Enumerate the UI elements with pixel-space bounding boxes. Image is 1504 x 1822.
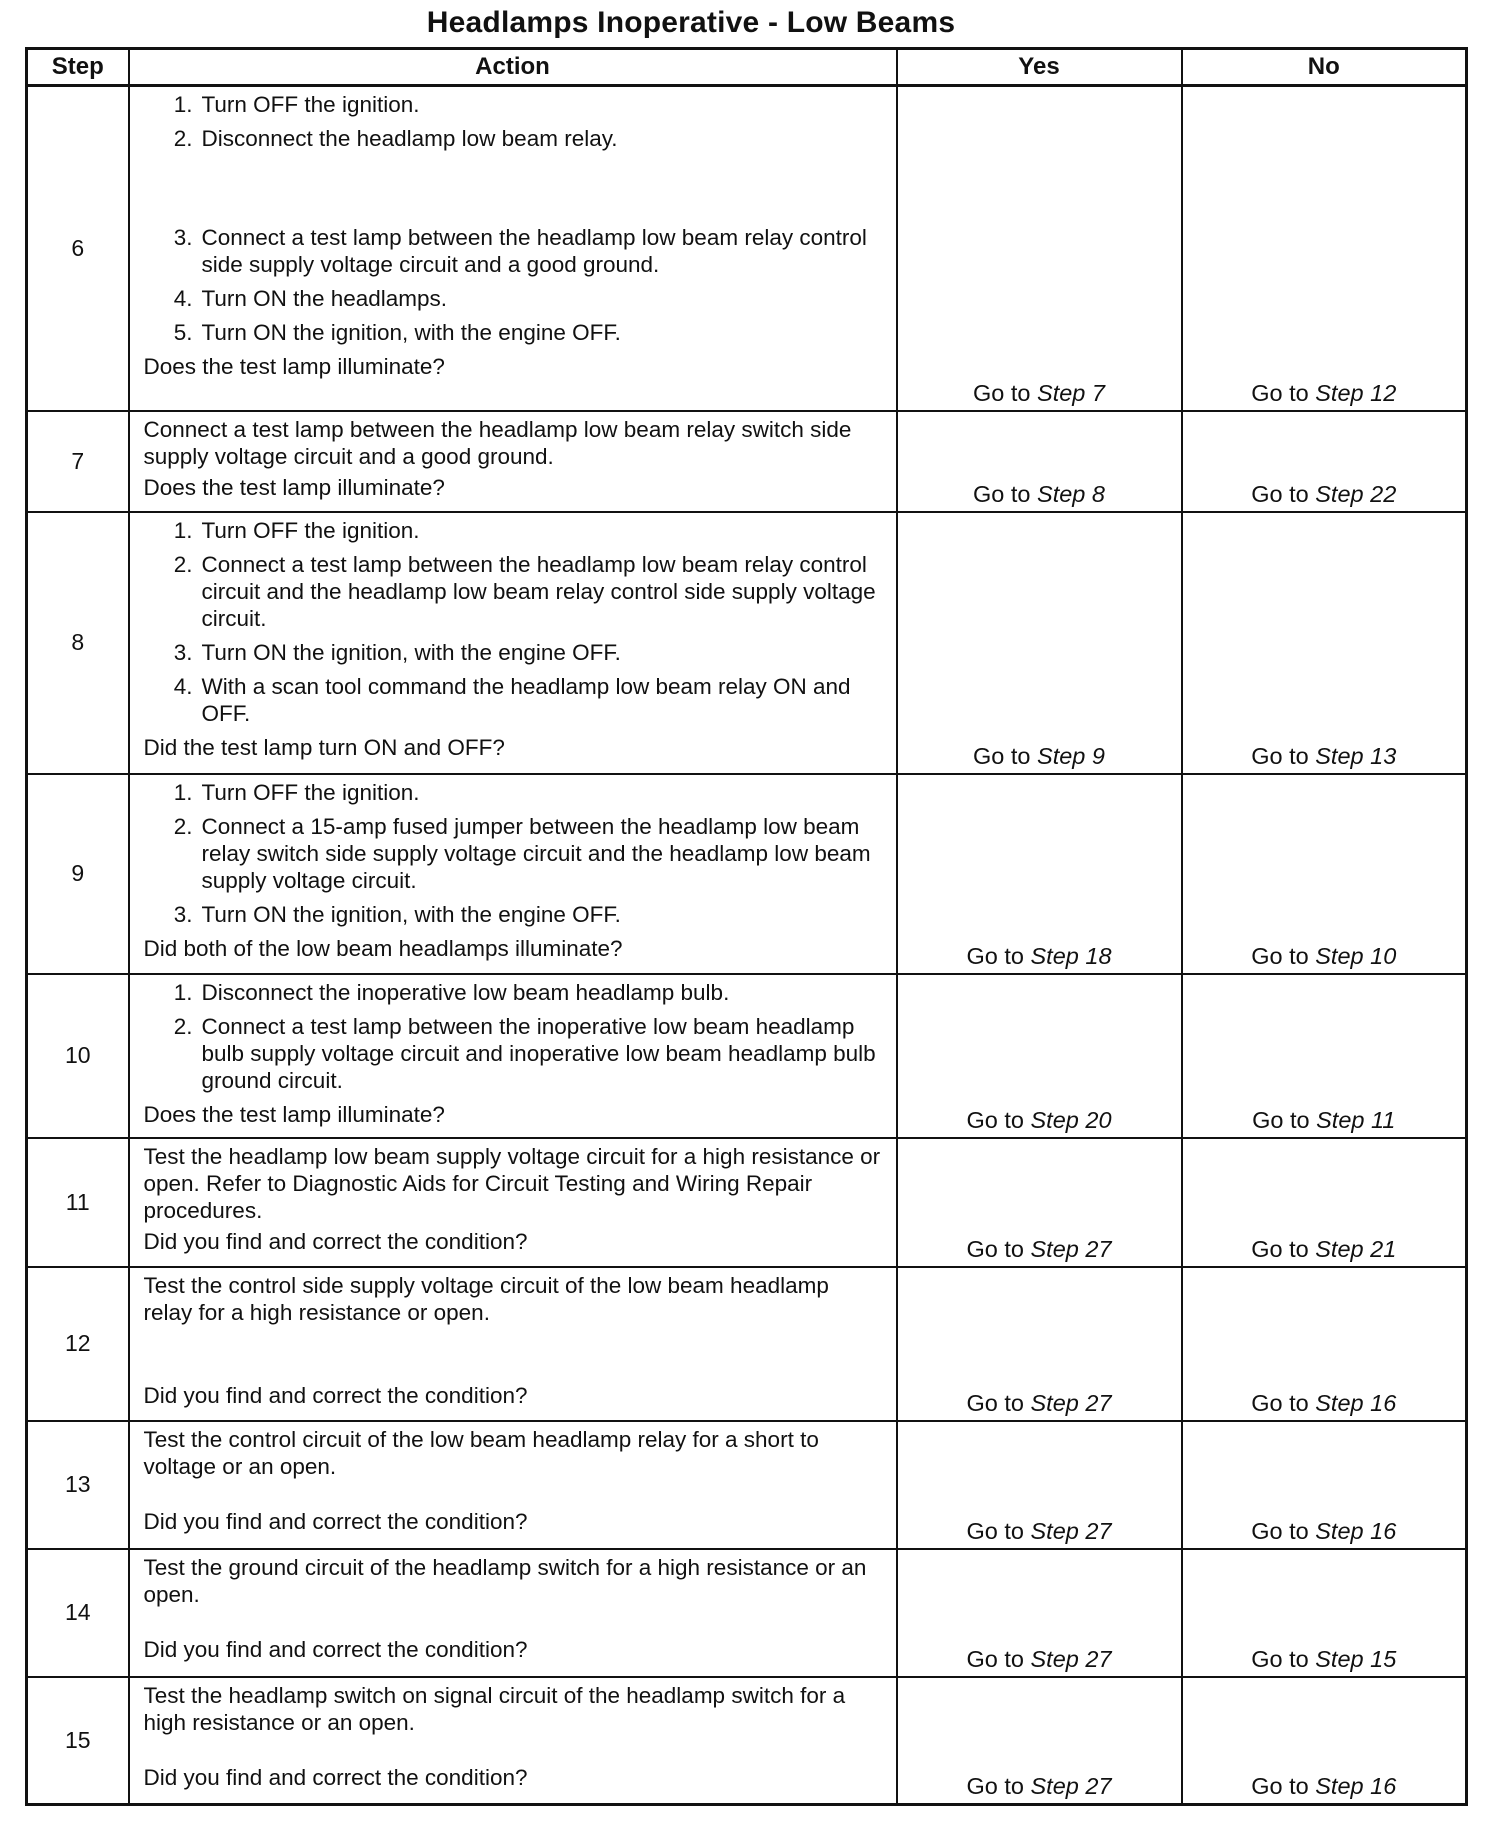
list-item: 4. Turn ON the headlamps. [173, 286, 448, 311]
yes-result: Go to Step 27 [897, 1138, 1182, 1267]
no-step-ref: Step 22 [1315, 480, 1397, 507]
action-cell [129, 1549, 897, 1677]
column-header-no: No [1182, 49, 1467, 86]
step-number: 6 [27, 86, 129, 411]
yes-step-ref: Step 27 [1030, 1645, 1112, 1672]
action-text: Test the ground circuit of the headlamp switch for a high resistance or an open. [143, 1554, 867, 1607]
action-text: Connect a test lamp between the headlamp low beam relay switch side supply voltage circuit and a good ground. [143, 416, 852, 469]
step-number: 13 [27, 1421, 129, 1549]
no-result: Go to Step 21 [1182, 1138, 1467, 1267]
action-cell [129, 1677, 897, 1805]
action-question: Did you find and correct the condition? [143, 1382, 528, 1408]
action-question: Does the test lamp illuminate? [143, 474, 445, 500]
action-question: Did you find and correct the condition? [143, 1228, 528, 1254]
list-item: 2. Connect a 15-amp fused jumper between the headlamp low beam relay switch side supply voltage circuit and the headlamp low beam supply voltage circuit. [173, 813, 871, 893]
yes-result: Go to Step 7 [897, 86, 1182, 411]
no-result: Go to Step 12 [1182, 86, 1467, 411]
table-row [27, 1421, 1467, 1549]
no-result: Go to Step 10 [1182, 774, 1467, 974]
action-text: Test the control side supply voltage circuit of the low beam headlamp relay for a high resistance or open. [143, 1272, 829, 1325]
list-item: 2. Connect a test lamp between the inoperative low beam headlamp bulb supply voltage circuit and inoperative low beam headlamp bulb ground circuit. [173, 1013, 876, 1093]
action-list [144, 91, 884, 346]
no-step-ref: Step 16 [1315, 1389, 1397, 1416]
action-question: Does the test lamp illuminate? [143, 354, 445, 379]
action-cell [129, 1267, 897, 1421]
action-cell [129, 411, 897, 512]
table-row [27, 1267, 1467, 1421]
yes-step-ref: Step 27 [1030, 1773, 1112, 1799]
action-text: Test the control circuit of the low beam headlamp relay for a short to voltage or an open. [143, 1426, 819, 1479]
yes-result: Go to Step 9 [897, 512, 1182, 774]
action-question: Did you find and correct the condition? [143, 1764, 528, 1790]
list-item: 1. Turn OFF the ignition. [173, 779, 420, 805]
yes-step-ref: Step 20 [1030, 1106, 1112, 1133]
step-number: 10 [27, 974, 129, 1138]
no-result: Go to Step 16 [1182, 1421, 1467, 1549]
no-step-ref: Step 13 [1315, 742, 1397, 769]
no-step-ref: Step 11 [1316, 1106, 1396, 1133]
list-item: 1. Disconnect the inoperative low beam headlamp bulb. [173, 979, 730, 1005]
no-result: Go to Step 13 [1182, 512, 1467, 774]
column-header-step: Step [27, 49, 129, 86]
action-list [144, 517, 884, 727]
yes-result: Go to Step 27 [897, 1677, 1182, 1805]
action-question: Did the test lamp turn ON and OFF? [143, 734, 505, 760]
no-result: Go to Step 11 [1182, 974, 1467, 1138]
yes-step-ref: Step 27 [1030, 1389, 1112, 1416]
yes-result: Go to Step 18 [897, 774, 1182, 974]
page-title: Headlamps Inoperative - Low Beams [426, 6, 956, 39]
action-question: Does the test lamp illuminate? [143, 1101, 445, 1127]
step-number: 9 [27, 774, 129, 974]
no-step-ref: Step 16 [1315, 1773, 1397, 1799]
table-row [27, 86, 1467, 411]
yes-result: Go to Step 27 [897, 1421, 1182, 1549]
no-step-ref: Step 15 [1315, 1645, 1397, 1672]
column-header-yes: Yes [897, 49, 1182, 86]
action-text: Test the headlamp low beam supply voltage circuit for a high resistance or open. Refer to Diagnostic Aids for Circuit Testing and Wiring Repair procedures. [143, 1143, 881, 1223]
action-cell [129, 86, 897, 411]
table-row [27, 1677, 1467, 1805]
yes-step-ref: Step 9 [1037, 742, 1105, 769]
yes-result: Go to Step 27 [897, 1267, 1182, 1421]
list-item: 3. Turn ON the ignition, with the engine OFF. [173, 901, 621, 927]
action-text: Test the headlamp switch on signal circuit of the headlamp switch for a high resistance or an open. [143, 1682, 846, 1735]
no-step-ref: Step 21 [1315, 1235, 1397, 1262]
no-result: Go to Step 22 [1182, 411, 1467, 512]
yes-step-ref: Step 7 [1037, 379, 1105, 406]
table-row [27, 1549, 1467, 1677]
yes-result: Go to Step 20 [897, 974, 1182, 1138]
table-row [27, 411, 1467, 512]
list-item: 3. Connect a test lamp between the headlamp low beam relay control side supply voltage circuit and a good ground. [173, 225, 867, 277]
list-item: 2. Connect a test lamp between the headlamp low beam relay control circuit and the headlamp low beam relay control side supply voltage circuit. [173, 551, 876, 631]
action-cell [129, 1421, 897, 1549]
yes-step-ref: Step 18 [1030, 942, 1112, 969]
yes-step-ref: Step 27 [1030, 1517, 1112, 1544]
yes-result: Go to Step 8 [897, 411, 1182, 512]
action-cell [129, 512, 897, 774]
yes-step-ref: Step 27 [1030, 1235, 1112, 1262]
action-cell [129, 1138, 897, 1267]
diagnostic-table [25, 47, 1468, 1806]
list-item: 4. With a scan tool command the headlamp low beam relay ON and OFF. [173, 673, 851, 726]
list-item: 1. Turn OFF the ignition. [173, 517, 420, 543]
action-cell [129, 974, 897, 1138]
yes-step-ref: Step 8 [1037, 480, 1105, 507]
list-item: 5. Turn ON the ignition, with the engine OFF. [173, 320, 621, 345]
step-number: 15 [27, 1677, 129, 1805]
list-item: 1. Turn OFF the ignition. [173, 92, 420, 117]
action-question: Did you find and correct the condition? [143, 1508, 528, 1534]
action-list [144, 779, 884, 928]
table-row [27, 774, 1467, 974]
no-result: Go to Step 15 [1182, 1549, 1467, 1677]
no-result: Go to Step 16 [1182, 1267, 1467, 1421]
list-item: 2. Disconnect the headlamp low beam relay. [173, 126, 618, 151]
action-cell [129, 774, 897, 974]
column-header-action: Action [129, 49, 897, 86]
step-number: 8 [27, 512, 129, 774]
step-number: 11 [27, 1138, 129, 1267]
table-row [27, 1138, 1467, 1267]
step-number: 7 [27, 411, 129, 512]
action-question: Did both of the low beam headlamps illuminate? [143, 935, 623, 961]
table-row [27, 512, 1467, 774]
no-step-ref: Step 16 [1315, 1517, 1397, 1544]
table-row [27, 974, 1467, 1138]
list-item: 3. Turn ON the ignition, with the engine OFF. [173, 639, 621, 665]
action-question: Did you find and correct the condition? [143, 1636, 528, 1662]
header-row [27, 49, 1467, 86]
yes-result: Go to Step 27 [897, 1549, 1182, 1677]
step-number: 12 [27, 1267, 129, 1421]
step-number: 14 [27, 1549, 129, 1677]
no-step-ref: Step 12 [1315, 379, 1397, 406]
no-result: Go to Step 16 [1182, 1677, 1467, 1805]
action-list [144, 979, 884, 1094]
no-step-ref: Step 10 [1315, 942, 1397, 969]
